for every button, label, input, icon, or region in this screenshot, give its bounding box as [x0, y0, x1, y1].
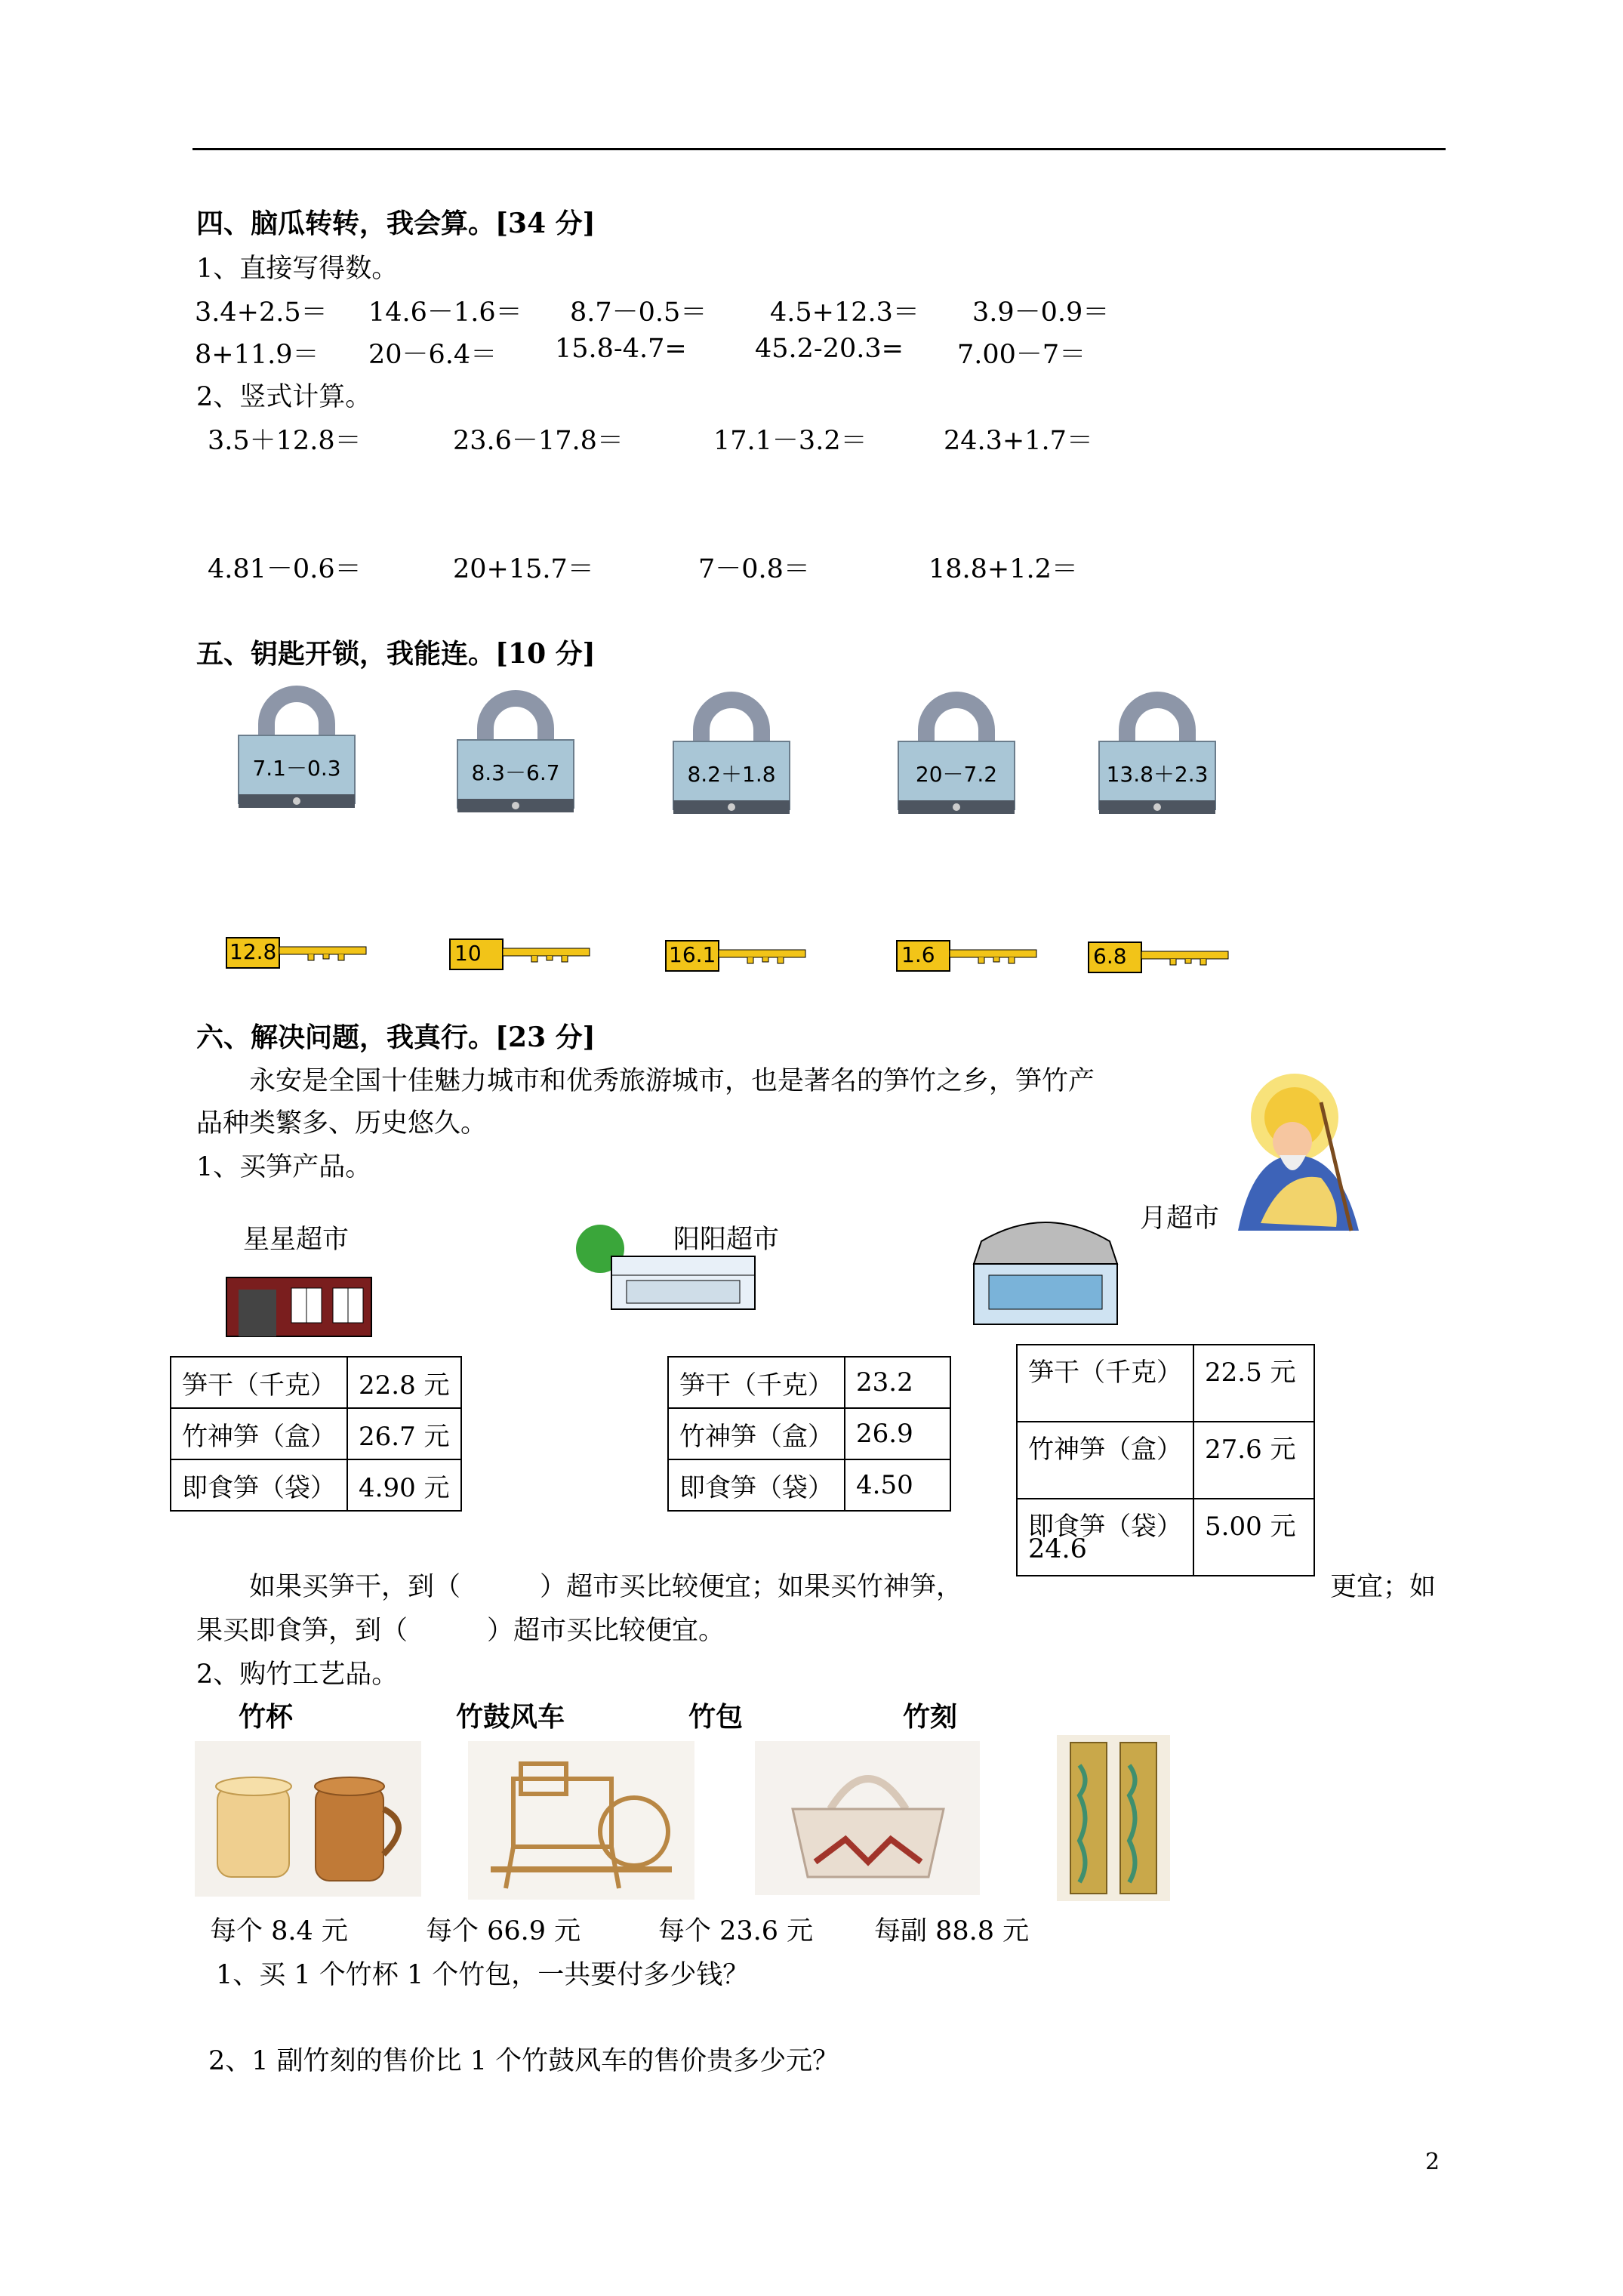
- table-cell: 27.6 元: [1193, 1422, 1314, 1499]
- store-name-xingxing: 星星超市: [243, 1225, 350, 1255]
- lock-label: 7.1－0.3: [252, 756, 341, 781]
- price-table-xingxing: [170, 1356, 462, 1512]
- table-cell: 22.8 元: [347, 1357, 461, 1408]
- section6-q1-title: 1、买笋产品。: [196, 1152, 372, 1182]
- calc-item: 23.6－17.8＝: [453, 426, 624, 456]
- key-label: 1.6: [901, 942, 935, 967]
- craft-name: 竹刻: [903, 1701, 958, 1733]
- table-cell: 竹神笋（盒）: [171, 1408, 347, 1459]
- table-cell: 26.9: [845, 1408, 950, 1459]
- key-1[interactable]: [225, 935, 368, 972]
- lock-5[interactable]: [1093, 689, 1221, 824]
- store-name-yangyang: 阳阳超市: [673, 1225, 780, 1255]
- bamboo-bag-photo: [755, 1741, 980, 1895]
- key-3[interactable]: [664, 938, 808, 975]
- table-row: [668, 1357, 950, 1408]
- table-row: [668, 1459, 950, 1511]
- calc-item: 3.9－0.9＝: [972, 297, 1110, 328]
- calc-item: 20+15.7＝: [453, 554, 594, 584]
- bamboo-cups-photo: [195, 1741, 421, 1897]
- table-cell: 笋干（千克）: [171, 1357, 347, 1408]
- table-cell: 22.5 元: [1193, 1345, 1314, 1422]
- section4-title: 四、脑瓜转转，我会算。[34 分]: [196, 208, 596, 239]
- bamboo-carving-photo: [1057, 1735, 1170, 1901]
- calc-item: 4.5+12.3＝: [770, 297, 919, 328]
- table-row: [1017, 1422, 1314, 1499]
- lock-1[interactable]: [233, 683, 361, 818]
- calc-item: 18.8+1.2＝: [929, 554, 1078, 584]
- answer-line-1: 如果买笋干，到（ ）超市买比较便宜；如果买竹神笋，: [249, 1572, 963, 1602]
- craft-name: 竹鼓风车: [456, 1701, 565, 1733]
- calc-item: 4.81－0.6＝: [208, 554, 362, 584]
- table-row: [171, 1459, 461, 1511]
- table-cell: 笋干（千克）: [668, 1357, 845, 1408]
- padlock-icon: [892, 689, 1021, 824]
- table-cell: 竹神笋（盒）: [1017, 1422, 1193, 1499]
- section6-title: 六、解决问题，我真行。[23 分]: [196, 1022, 596, 1053]
- craft-price: 每副 88.8 元: [874, 1916, 1030, 1946]
- lock-label: 13.8＋2.3: [1106, 762, 1209, 787]
- calc-item: 8.7－0.5＝: [570, 297, 707, 328]
- key-label: 16.1: [669, 942, 716, 967]
- store-building-icon: [223, 1262, 374, 1338]
- header-rule: [192, 148, 1446, 150]
- craft-name: 竹杯: [239, 1701, 294, 1733]
- padlock-icon: [233, 683, 361, 818]
- table-cell: 4.90 元: [347, 1459, 461, 1511]
- store-name-yue: 月超市: [1140, 1203, 1220, 1234]
- table-cell: 26.7 元: [347, 1408, 461, 1459]
- lock-2[interactable]: [451, 687, 580, 823]
- padlock-icon: [667, 689, 796, 824]
- lock-3[interactable]: [667, 689, 796, 824]
- calc-item: 14.6－1.6＝: [368, 297, 522, 328]
- craft-price: 每个 8.4 元: [210, 1916, 348, 1946]
- old-man-illustration: [1208, 1072, 1381, 1238]
- section4-q2-title: 2、竖式计算。: [196, 382, 372, 412]
- bamboo-windmill-photo: [468, 1741, 694, 1900]
- key-4[interactable]: [895, 938, 1039, 975]
- answer-line-1-end: 更宜；如: [1330, 1572, 1437, 1602]
- store-building-icon: [566, 1219, 762, 1317]
- lock-label: 8.2＋1.8: [687, 762, 776, 787]
- calc-item: 15.8-4.7=: [555, 334, 687, 364]
- table-row: [1017, 1345, 1314, 1422]
- table-cell: 即食笋（袋）: [1017, 1499, 1193, 1576]
- key-5[interactable]: [1087, 939, 1230, 977]
- price-table-yangyang: [667, 1356, 951, 1512]
- calc-item: 20－6.4＝: [368, 340, 497, 370]
- table-cell: 笋干（千克）: [1017, 1345, 1193, 1422]
- padlock-icon: [451, 687, 580, 823]
- calc-item: 8+11.9＝: [195, 340, 319, 370]
- calc-item: 7－0.8＝: [698, 554, 810, 584]
- table-cell: 5.00 元: [1193, 1499, 1314, 1576]
- sub-question-2: 2、1 副竹刻的售价比 1 个竹鼓风车的售价贵多少元？: [208, 2046, 839, 2076]
- answer-line-2: 果买即食笋，到（ ）超市买比较便宜。: [196, 1616, 725, 1646]
- key-label: 12.8: [229, 939, 277, 964]
- table-cell: 23.2: [845, 1357, 950, 1408]
- section5-title: 五、钥匙开锁，我能连。[10 分]: [196, 638, 596, 670]
- calc-item: 24.3+1.7＝: [944, 426, 1093, 456]
- calc-item: 17.1－3.2＝: [713, 426, 867, 456]
- padlock-icon: [1093, 689, 1221, 824]
- sub-question-1: 1、买 1 个竹杯 1 个竹包，一共要付多少钱？: [216, 1960, 750, 1990]
- table-row: [171, 1408, 461, 1459]
- calc-item: 45.2-20.3=: [755, 334, 904, 364]
- table-row: [668, 1408, 950, 1459]
- overflow-text: 24.6: [1028, 1534, 1087, 1564]
- page-number: 2: [1425, 2149, 1440, 2175]
- section6-q2-title: 2、购竹工艺品。: [196, 1660, 399, 1690]
- lock-label: 20－7.2: [915, 762, 998, 787]
- table-cell: 竹神笋（盒）: [668, 1408, 845, 1459]
- store-building-icon: [959, 1196, 1132, 1332]
- intro-line-1: 永安是全国十佳魅力城市和优秀旅游城市，也是著名的笋竹之乡，笋竹产: [249, 1066, 1095, 1096]
- craft-price: 每个 23.6 元: [658, 1916, 814, 1946]
- lock-4[interactable]: [892, 689, 1021, 824]
- table-cell: 即食笋（袋）: [668, 1459, 845, 1511]
- calc-item: 7.00－7＝: [957, 340, 1086, 370]
- craft-price: 每个 66.9 元: [426, 1916, 581, 1946]
- intro-line-2: 品种类繁多、历史悠久。: [196, 1108, 488, 1139]
- craft-name: 竹包: [688, 1701, 744, 1733]
- key-2[interactable]: [448, 936, 592, 974]
- key-label: 6.8: [1093, 944, 1127, 969]
- calc-item: 3.5＋12.8＝: [208, 426, 362, 456]
- table-cell: 4.50: [845, 1459, 950, 1511]
- table-row: [171, 1357, 461, 1408]
- calc-item: 3.4+2.5＝: [195, 297, 328, 328]
- key-label: 10: [454, 941, 482, 966]
- section4-q1-title: 1、直接写得数。: [196, 254, 399, 284]
- lock-label: 8.3－6.7: [471, 760, 560, 785]
- table-cell: 即食笋（袋）: [171, 1459, 347, 1511]
